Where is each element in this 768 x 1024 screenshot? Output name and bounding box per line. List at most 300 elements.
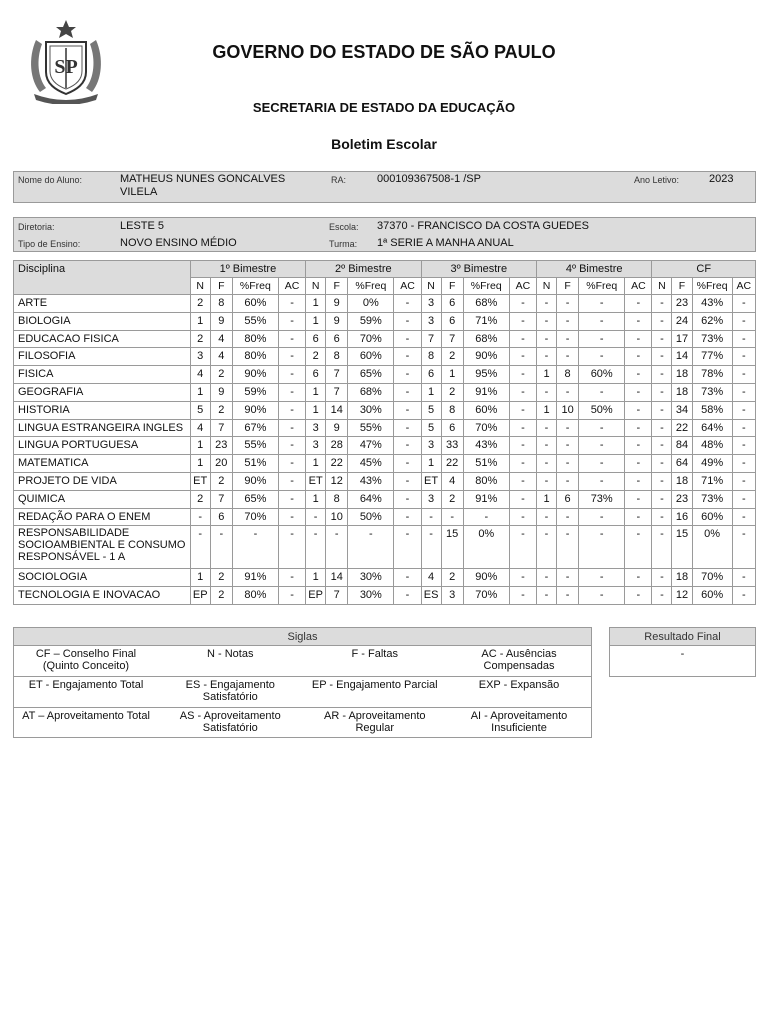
grade-cell: - [625, 419, 652, 437]
grade-cell: - [652, 295, 672, 313]
type-value: NOVO ENSINO MÉDIO [120, 237, 237, 249]
grade-cell: 8 [421, 348, 441, 366]
grade-cell: 3 [306, 419, 326, 437]
grade-cell: 51% [463, 455, 509, 473]
grade-cell: - [732, 401, 755, 419]
grade-cell: - [536, 569, 556, 587]
grade-cell: - [394, 348, 421, 366]
table-row [14, 569, 756, 587]
grade-cell: 15 [672, 526, 692, 569]
grade-cell: - [278, 587, 305, 605]
grade-cell: 34 [672, 401, 692, 419]
grade-cell: - [625, 437, 652, 455]
grade-cell: 18 [672, 472, 692, 490]
grade-cell: - [652, 383, 672, 401]
grade-cell: - [394, 295, 421, 313]
grade-cell: 51% [232, 455, 278, 473]
grade-cell: 50% [348, 508, 394, 526]
grade-cell: 1 [306, 490, 326, 508]
siglas-table [13, 627, 592, 738]
grade-cell: - [278, 348, 305, 366]
year-value: 2023 [709, 173, 734, 185]
table-row [14, 366, 756, 384]
table-row [14, 490, 756, 508]
grade-cell: - [579, 508, 625, 526]
grade-cell: - [394, 508, 421, 526]
grade-cell: - [732, 437, 755, 455]
grade-cell: - [509, 490, 536, 508]
grade-cell: 91% [232, 569, 278, 587]
table-row [14, 455, 756, 473]
grade-cell: 1 [421, 383, 441, 401]
grade-cell: - [326, 526, 348, 569]
grade-cell: - [536, 508, 556, 526]
grade-cell: 60% [579, 366, 625, 384]
grade-cell: - [557, 569, 579, 587]
grade-cell: - [625, 569, 652, 587]
grade-cell: 1 [306, 569, 326, 587]
grade-cell: - [732, 587, 755, 605]
grade-cell: 2 [441, 569, 463, 587]
discipline-name: EDUCACAO FISICA [14, 330, 191, 348]
grade-cell: 24 [672, 312, 692, 330]
grade-cell: 84 [672, 437, 692, 455]
grade-cell: - [557, 508, 579, 526]
grade-cell: 6 [306, 366, 326, 384]
grade-cell: EP [190, 587, 210, 605]
grade-cell: - [536, 383, 556, 401]
document-title: Boletim Escolar [331, 136, 437, 152]
grade-cell: - [394, 472, 421, 490]
grade-cell: - [278, 490, 305, 508]
school-label: Escola: [329, 222, 359, 232]
sub-header-f: F [557, 278, 579, 295]
grade-cell: - [536, 472, 556, 490]
grade-cell: - [579, 312, 625, 330]
grade-cell: 28 [326, 437, 348, 455]
grade-cell: - [652, 366, 672, 384]
grade-cell: 1 [306, 383, 326, 401]
school-info-box [13, 217, 756, 252]
grade-cell: 45% [348, 455, 394, 473]
grade-cell: 67% [232, 419, 278, 437]
sigla-item: AS - Aproveitamento Satisfatório [158, 708, 303, 738]
period-header-row [14, 261, 756, 278]
grade-cell: - [652, 401, 672, 419]
grade-cell: 1 [306, 455, 326, 473]
sigla-item: EXP - Expansão [447, 677, 592, 708]
grade-cell: - [509, 472, 536, 490]
grade-cell: - [557, 383, 579, 401]
grade-cell: 60% [692, 587, 732, 605]
sub-header-n: N [536, 278, 556, 295]
grade-cell: 65% [348, 366, 394, 384]
grade-cell: - [509, 366, 536, 384]
grade-cell: 16 [672, 508, 692, 526]
grade-cell: - [232, 526, 278, 569]
grade-cell: 3 [421, 490, 441, 508]
period-header: 1º Bimestre [190, 261, 305, 278]
grade-cell: - [625, 455, 652, 473]
sub-header-n: N [652, 278, 672, 295]
grade-cell: - [394, 419, 421, 437]
sub-header-ac: AC [509, 278, 536, 295]
grade-cell: 8 [326, 348, 348, 366]
sigla-item: AC - Ausências Compensadas [447, 646, 592, 677]
sub-header-f: F [326, 278, 348, 295]
grade-cell: 4 [190, 419, 210, 437]
grade-cell: 50% [579, 401, 625, 419]
grade-cell: 7 [326, 383, 348, 401]
school-value: 37370 - FRANCISCO DA COSTA GUEDES [377, 220, 589, 232]
grade-cell: - [394, 490, 421, 508]
grade-cell: - [306, 526, 326, 569]
grade-cell: 90% [463, 348, 509, 366]
grade-cell: - [625, 366, 652, 384]
grade-cell: - [579, 587, 625, 605]
sub-header-f: F [441, 278, 463, 295]
grade-cell: 7 [210, 419, 232, 437]
discipline-name: GEOGRAFIA [14, 383, 191, 401]
grade-cell: 8 [326, 490, 348, 508]
grade-cell: 15 [441, 526, 463, 569]
discipline-name: TECNOLOGIA E INOVACAO [14, 587, 191, 605]
grades-table [13, 260, 756, 605]
discipline-name: ARTE [14, 295, 191, 313]
grade-cell: - [732, 569, 755, 587]
grade-cell: - [441, 508, 463, 526]
grade-cell: - [210, 526, 232, 569]
grade-cell: 64% [692, 419, 732, 437]
secretariat-title: SECRETARIA DE ESTADO DA EDUCAÇÃO [252, 100, 516, 115]
grade-cell: - [278, 419, 305, 437]
grade-cell: - [421, 526, 441, 569]
grade-cell: 2 [210, 401, 232, 419]
grade-cell: - [579, 330, 625, 348]
table-row [14, 472, 756, 490]
grade-cell: 62% [692, 312, 732, 330]
grade-cell: 3 [421, 437, 441, 455]
final-result-box [609, 627, 756, 677]
sub-header-ac: AC [278, 278, 305, 295]
grade-cell: 64% [348, 490, 394, 508]
grade-cell: 43% [348, 472, 394, 490]
grade-cell: - [579, 472, 625, 490]
grade-cell: 2 [210, 472, 232, 490]
grade-cell: 73% [692, 383, 732, 401]
grade-cell: 73% [692, 490, 732, 508]
grade-cell: 55% [348, 419, 394, 437]
grade-cell: - [509, 526, 536, 569]
grade-cell: 30% [348, 587, 394, 605]
grade-cell: 4 [190, 366, 210, 384]
grade-cell: 70% [692, 569, 732, 587]
grade-cell: - [625, 330, 652, 348]
grade-cell: - [732, 295, 755, 313]
grade-cell: 30% [348, 401, 394, 419]
grade-cell: 0% [348, 295, 394, 313]
grade-cell: 9 [326, 419, 348, 437]
grade-cell: ET [190, 472, 210, 490]
grade-cell: 80% [232, 587, 278, 605]
grade-cell: 22 [672, 419, 692, 437]
discipline-name: PROJETO DE VIDA [14, 472, 191, 490]
grade-cell: 70% [463, 587, 509, 605]
grade-cell: 2 [210, 587, 232, 605]
grade-cell: - [536, 437, 556, 455]
grade-cell: - [536, 330, 556, 348]
grade-cell: - [652, 437, 672, 455]
grade-cell: - [557, 348, 579, 366]
grade-cell: 3 [421, 312, 441, 330]
grade-cell: - [278, 330, 305, 348]
table-row [14, 508, 756, 526]
grade-cell: 49% [692, 455, 732, 473]
grade-cell: 4 [210, 330, 232, 348]
grade-cell: - [625, 526, 652, 569]
grade-cell: 23 [672, 490, 692, 508]
table-row [14, 330, 756, 348]
sub-header-pct-freq: %Freq [463, 278, 509, 295]
grade-cell: - [509, 330, 536, 348]
grade-cell: 12 [672, 587, 692, 605]
grade-cell: - [394, 437, 421, 455]
grade-cell: 20 [210, 455, 232, 473]
student-name-label: Nome do Aluno: [18, 175, 83, 185]
grade-cell: 60% [232, 295, 278, 313]
grade-cell: 59% [348, 312, 394, 330]
sub-header-n: N [421, 278, 441, 295]
grade-cell: - [394, 526, 421, 569]
grade-cell: - [278, 472, 305, 490]
sub-header-n: N [306, 278, 326, 295]
sigla-item: AT – Aproveitamento Total [14, 708, 159, 738]
grade-cell: 1 [441, 366, 463, 384]
grade-cell: 68% [463, 330, 509, 348]
period-header: 2º Bimestre [306, 261, 421, 278]
sigla-item: ET - Engajamento Total [14, 677, 159, 708]
grade-cell: - [509, 569, 536, 587]
grade-cell: - [625, 490, 652, 508]
grade-cell: - [732, 508, 755, 526]
grade-cell: - [394, 587, 421, 605]
sigla-item: AR - Aproveitamento Regular [303, 708, 448, 738]
grade-cell: 2 [441, 383, 463, 401]
grade-cell: - [652, 419, 672, 437]
grade-cell: - [557, 437, 579, 455]
grade-cell: 1 [190, 569, 210, 587]
grade-cell: EP [306, 587, 326, 605]
grade-cell: 1 [190, 437, 210, 455]
grade-cell: 91% [463, 490, 509, 508]
svg-text:SP: SP [54, 56, 78, 78]
table-row [14, 401, 756, 419]
grade-cell: - [732, 348, 755, 366]
grade-cell: - [625, 312, 652, 330]
sigla-item: F - Faltas [303, 646, 448, 677]
grade-cell: - [348, 526, 394, 569]
grade-cell: 4 [441, 472, 463, 490]
board-label: Diretoria: [18, 222, 55, 232]
grade-cell: 8 [210, 295, 232, 313]
board-value: LESTE 5 [120, 220, 165, 232]
grade-cell: - [278, 437, 305, 455]
period-header: 3º Bimestre [421, 261, 536, 278]
sub-header-pct-freq: %Freq [579, 278, 625, 295]
grade-cell: 7 [441, 330, 463, 348]
siglas-title: Siglas [14, 628, 592, 646]
grade-cell: - [557, 455, 579, 473]
grade-cell: 2 [441, 490, 463, 508]
grade-cell: 60% [692, 508, 732, 526]
grade-cell: - [509, 508, 536, 526]
grade-cell: 9 [326, 312, 348, 330]
grade-cell: - [509, 455, 536, 473]
grade-cell: - [536, 455, 556, 473]
grade-cell: - [421, 508, 441, 526]
ra-label: RA: [331, 175, 347, 185]
grade-cell: 3 [421, 295, 441, 313]
grade-cell: 43% [692, 295, 732, 313]
sigla-item: N - Notas [158, 646, 303, 677]
discipline-name: BIOLOGIA [14, 312, 191, 330]
grade-cell: - [732, 312, 755, 330]
grade-cell: - [536, 587, 556, 605]
government-title: GOVERNO DO ESTADO DE SÃO PAULO [212, 42, 556, 62]
grade-cell: 22 [441, 455, 463, 473]
ra-value: 000109367508-1 /SP [377, 173, 481, 185]
grade-cell: - [557, 330, 579, 348]
sub-header-pct-freq: %Freq [348, 278, 394, 295]
sub-header-f: F [672, 278, 692, 295]
grade-cell: - [509, 587, 536, 605]
class-value: 1ª SERIE A MANHA ANUAL [377, 237, 514, 249]
grade-cell: - [278, 508, 305, 526]
grade-cell: - [557, 526, 579, 569]
grade-cell: - [394, 383, 421, 401]
sigla-item: ES - Engajamento Satisfatório [158, 677, 303, 708]
grade-cell: 14 [326, 401, 348, 419]
grade-cell: - [278, 312, 305, 330]
final-result-title: Resultado Final [610, 628, 755, 646]
grade-cell: 43% [463, 437, 509, 455]
grade-cell: 80% [232, 330, 278, 348]
grade-cell: 70% [348, 330, 394, 348]
grade-cell: 7 [326, 366, 348, 384]
grade-cell: - [190, 508, 210, 526]
grade-cell: 9 [326, 295, 348, 313]
grade-cell: - [625, 508, 652, 526]
grade-cell: 1 [190, 383, 210, 401]
grade-cell: 1 [536, 366, 556, 384]
grade-cell: 71% [692, 472, 732, 490]
table-row [14, 587, 756, 605]
grade-cell: 68% [348, 383, 394, 401]
grade-cell: - [557, 295, 579, 313]
table-row [14, 437, 756, 455]
grade-cell: 73% [579, 490, 625, 508]
grade-cell: 3 [441, 587, 463, 605]
discipline-name: RESPONSABILIDADE SOCIOAMBIENTAL E CONSUMO RESPONSÁVEL - 1 A [14, 526, 191, 569]
discipline-name: LINGUA PORTUGUESA [14, 437, 191, 455]
grade-cell: - [652, 455, 672, 473]
grade-cell: 48% [692, 437, 732, 455]
table-row [14, 419, 756, 437]
grade-cell: 71% [463, 312, 509, 330]
grade-cell: 1 [190, 455, 210, 473]
grade-cell: - [732, 526, 755, 569]
grade-cell: - [652, 472, 672, 490]
sub-header-pct-freq: %Freq [232, 278, 278, 295]
table-row [14, 526, 756, 569]
grade-cell: - [394, 366, 421, 384]
grade-cell: - [509, 383, 536, 401]
grade-cell: - [732, 366, 755, 384]
grade-cell: - [557, 587, 579, 605]
grade-cell: 90% [463, 569, 509, 587]
grade-cell: 7 [210, 490, 232, 508]
grade-cell: - [463, 508, 509, 526]
grade-cell: - [579, 419, 625, 437]
grade-cell: - [509, 312, 536, 330]
grade-cell: 18 [672, 366, 692, 384]
grade-cell: 14 [672, 348, 692, 366]
grade-cell: - [652, 330, 672, 348]
grade-cell: - [536, 312, 556, 330]
grade-cell: 90% [232, 401, 278, 419]
sub-header-ac: AC [732, 278, 755, 295]
grade-cell: 55% [232, 437, 278, 455]
discipline-name: LINGUA ESTRANGEIRA INGLES [14, 419, 191, 437]
grade-cell: 6 [441, 419, 463, 437]
grade-cell: 30% [348, 569, 394, 587]
discipline-name: REDAÇÃO PARA O ENEM [14, 508, 191, 526]
grade-cell: 65% [232, 490, 278, 508]
sub-header-pct-freq: %Freq [692, 278, 732, 295]
grade-cell: 5 [190, 401, 210, 419]
grade-cell: - [509, 295, 536, 313]
grade-cell: 60% [348, 348, 394, 366]
grade-cell: 8 [557, 366, 579, 384]
grade-cell: 2 [210, 366, 232, 384]
grade-cell: 6 [441, 312, 463, 330]
grade-cell: - [625, 348, 652, 366]
grade-cell: 18 [672, 383, 692, 401]
sigla-item: CF – Conselho Final (Quinto Conceito) [14, 646, 159, 677]
grade-cell: - [509, 348, 536, 366]
grade-cell: - [557, 472, 579, 490]
grade-cell: - [394, 455, 421, 473]
grade-cell: - [579, 569, 625, 587]
grade-cell: 78% [692, 366, 732, 384]
table-row [14, 383, 756, 401]
grade-cell: - [536, 348, 556, 366]
sub-header-ac: AC [625, 278, 652, 295]
grade-cell: 17 [672, 330, 692, 348]
grade-cell: 73% [692, 330, 732, 348]
grade-cell: 58% [692, 401, 732, 419]
period-header: CF [652, 261, 756, 278]
grade-cell: 59% [232, 383, 278, 401]
student-name: MATHEUS NUNES GONCALVES [120, 173, 286, 185]
grade-cell: 2 [190, 330, 210, 348]
grade-cell: 80% [232, 348, 278, 366]
grade-cell: 2 [441, 348, 463, 366]
grade-cell: 7 [326, 587, 348, 605]
grade-cell: - [732, 419, 755, 437]
grade-cell: - [732, 383, 755, 401]
grade-cell: - [394, 401, 421, 419]
